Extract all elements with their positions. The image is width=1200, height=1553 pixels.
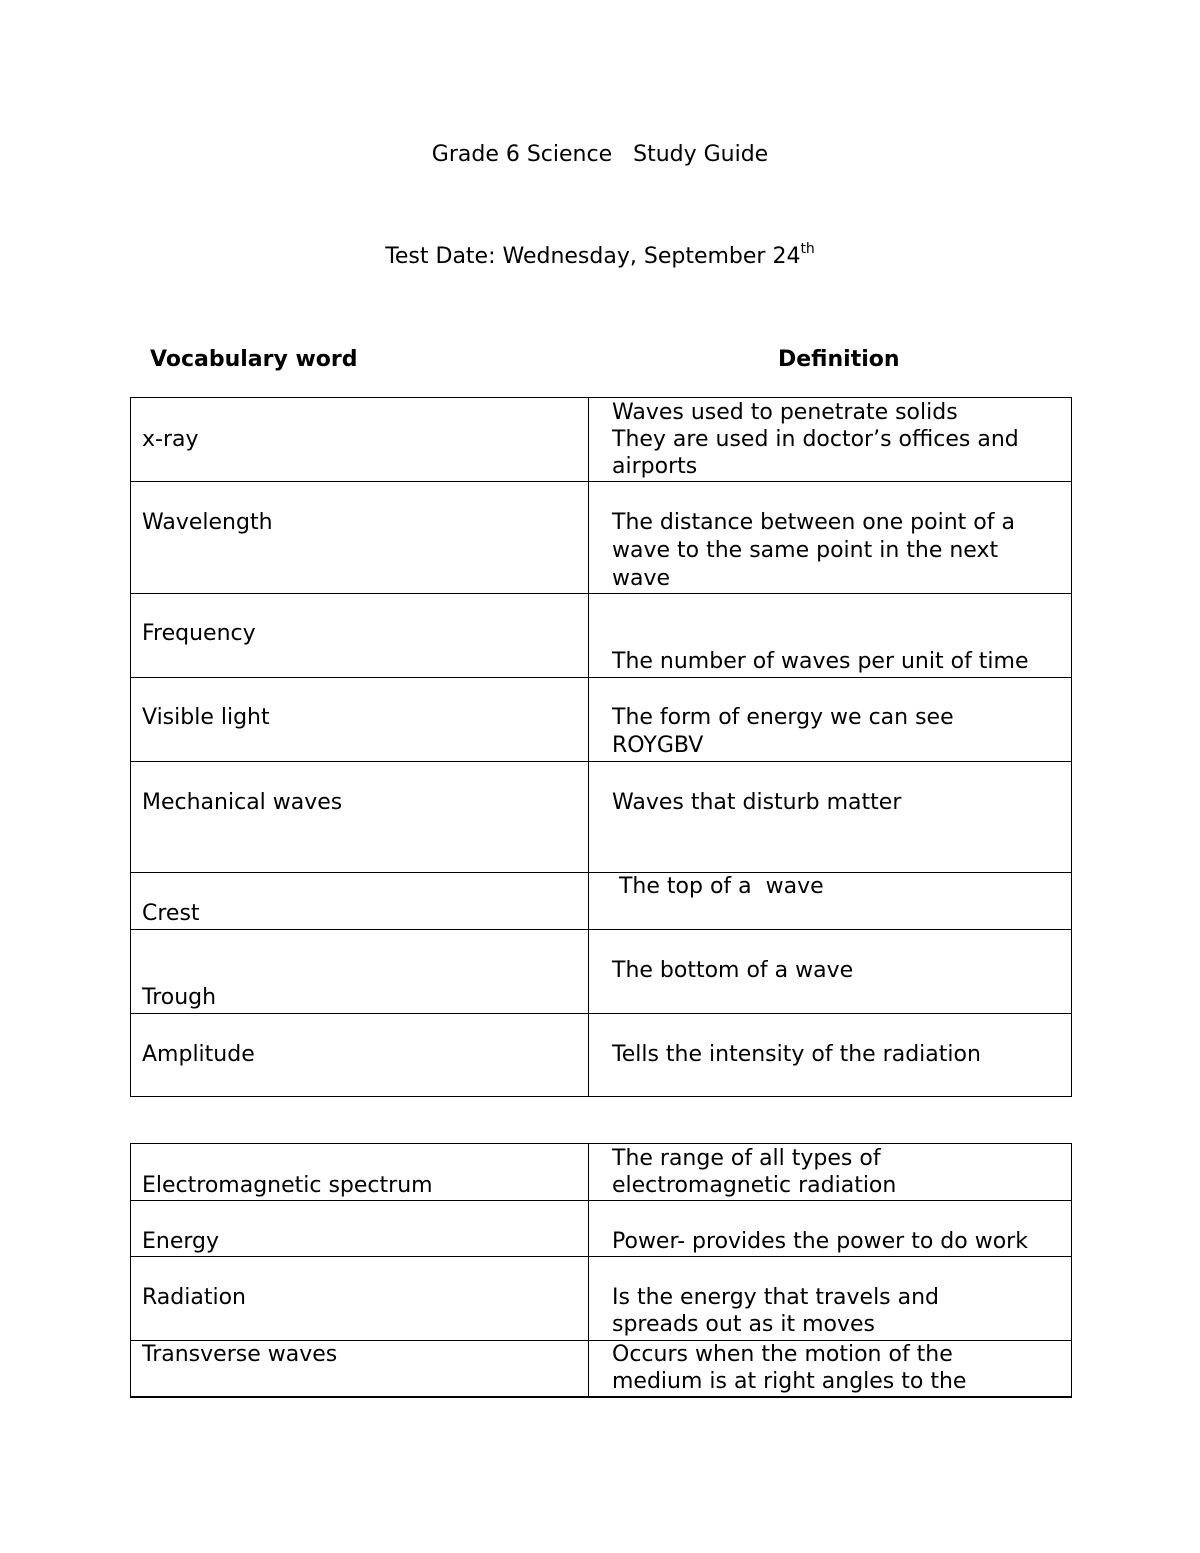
definition-line: The distance between one point of a	[612, 510, 1015, 535]
term-cell	[131, 1341, 589, 1396]
table-row	[131, 481, 1071, 593]
table-row	[131, 1143, 1071, 1200]
definition-line: Waves that disturb matter	[612, 790, 902, 815]
definition-line: The form of energy we can see	[612, 705, 954, 730]
definition-line: Is the energy that travels and	[612, 1285, 940, 1310]
definition-line: The number of waves per unit of time	[612, 649, 1029, 674]
term-cell	[131, 873, 589, 929]
term-cell	[131, 594, 589, 677]
table-row	[131, 1340, 1071, 1396]
term-text: Crest	[142, 901, 200, 926]
test-date	[0, 240, 1200, 271]
term-text: x-ray	[142, 427, 199, 452]
definition-cell	[601, 930, 1071, 1013]
definition-line: Tells the intensity of the radiation	[612, 1042, 981, 1067]
definition-line: The bottom of a wave	[612, 958, 854, 983]
table-row	[131, 1013, 1071, 1096]
definition-line: wave	[612, 566, 671, 591]
term-cell	[131, 1144, 589, 1200]
definition-line: electromagnetic radiation	[612, 1173, 897, 1198]
definition-line: Power- provides the power to do work	[612, 1229, 1028, 1254]
vocabulary-table-2	[130, 1143, 1072, 1398]
term-text: Energy	[142, 1229, 220, 1254]
table-row	[131, 761, 1071, 872]
definition-line: The top of a wave	[612, 874, 824, 899]
vocabulary-word-header: Vocabulary word	[150, 347, 358, 372]
test-date-label: Test Date: Wednesday, September 24	[385, 244, 801, 269]
term-cell	[131, 1014, 589, 1096]
definition-cell	[601, 762, 1071, 872]
term-cell	[131, 1201, 589, 1256]
term-cell	[131, 1257, 589, 1340]
definition-line: Waves used to penetrate solids	[612, 400, 958, 425]
term-text: Electromagnetic spectrum	[142, 1173, 433, 1198]
term-cell	[131, 762, 589, 872]
definition-line: The range of all types of	[612, 1146, 881, 1171]
term-text: Radiation	[142, 1285, 246, 1310]
document-title: Grade 6 Science Study Guide	[431, 142, 769, 167]
term-text: Frequency	[142, 621, 256, 646]
table-row	[131, 1256, 1071, 1340]
definition-line: spreads out as it moves	[612, 1312, 876, 1337]
definition-header: Definition	[778, 347, 900, 372]
table-row	[131, 677, 1071, 761]
definition-cell	[601, 873, 1071, 929]
vocabulary-table-1	[130, 397, 1072, 1097]
table-row	[131, 929, 1071, 1013]
definition-cell	[601, 1201, 1071, 1256]
table-row	[131, 872, 1071, 929]
definition-cell	[601, 398, 1071, 481]
term-text: Visible light	[142, 705, 270, 730]
definition-line: Occurs when the motion of the	[612, 1342, 953, 1367]
definition-cell	[601, 1257, 1071, 1340]
test-date-suffix: th	[800, 240, 815, 257]
definition-line: medium is at right angles to the	[612, 1369, 967, 1394]
definition-cell	[601, 482, 1071, 593]
term-text: Transverse waves	[142, 1342, 338, 1367]
definition-line: wave to the same point in the next	[612, 538, 999, 563]
term-text: Trough	[142, 985, 217, 1010]
term-text: Wavelength	[142, 510, 273, 535]
definition-cell	[601, 678, 1071, 761]
table-row	[131, 1200, 1071, 1256]
term-cell	[131, 482, 589, 593]
table-row	[131, 397, 1071, 481]
definition-line: ROYGBV	[612, 733, 704, 758]
term-text: Amplitude	[142, 1042, 255, 1067]
table-row	[131, 593, 1071, 677]
term-cell	[131, 678, 589, 761]
definition-cell	[601, 1014, 1071, 1096]
term-cell	[131, 930, 589, 1013]
definition-cell	[601, 1144, 1071, 1200]
term-cell	[131, 398, 589, 481]
term-text: Mechanical waves	[142, 790, 343, 815]
definition-line: airports	[612, 454, 698, 479]
definition-cell	[601, 594, 1071, 677]
definition-line: They are used in doctor’s offices and	[612, 427, 1019, 452]
definition-cell	[601, 1341, 1071, 1396]
